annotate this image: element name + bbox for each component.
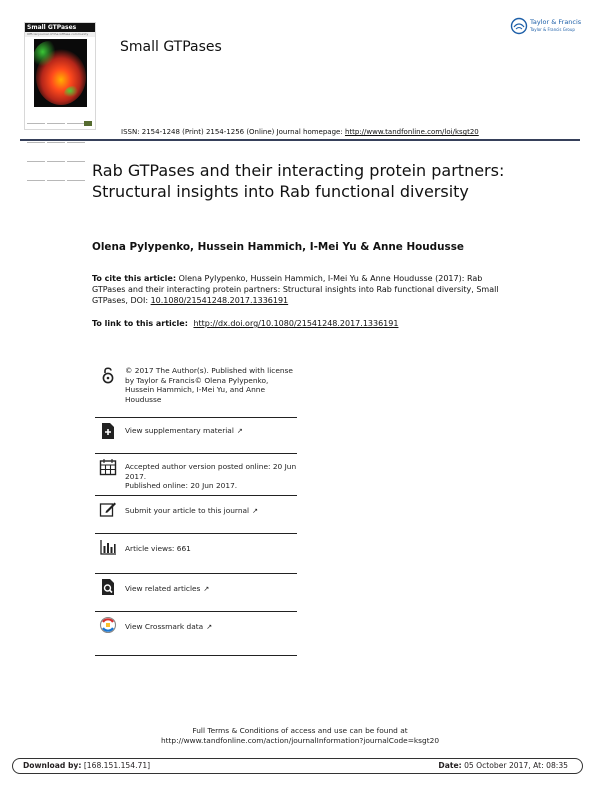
publisher-logo-icon [510, 17, 528, 35]
external-link-icon: ↗ [206, 623, 213, 631]
publisher-logo-sub: Taylor & Francis Group [530, 27, 575, 32]
crossmark-label: View Crossmark data [125, 622, 204, 631]
document-search-icon [99, 578, 117, 596]
open-lock-icon [99, 366, 117, 384]
open-access-notice [95, 362, 297, 418]
publication-dates [95, 454, 297, 496]
article-views [95, 534, 297, 574]
submit-article-link[interactable] [95, 496, 297, 534]
edit-pencil-icon [99, 500, 117, 518]
published-date-text: Published online: 20 Jun 2017. [125, 481, 238, 491]
header-rule [20, 139, 580, 141]
supplementary-material-link[interactable] [95, 418, 297, 454]
citation-label: To cite this article: [92, 274, 177, 283]
article-authors: Olena Pylypenko, Hussein Hammich, I-Mei Yu & Anne Houdusse [92, 241, 464, 253]
citation-doi-link[interactable]: 10.1080/21541248.2017.1336191 [150, 295, 289, 305]
article-views-text: Article views: 661 [125, 544, 191, 553]
date-value: 05 October 2017, At: 08:35 [464, 761, 568, 770]
terms-url-link[interactable]: http://www.tandfonline.com/action/journalInformation?journalCode=ksgt20 [160, 736, 440, 745]
publisher-logo-name: Taylor & Francis [530, 18, 582, 26]
accepted-date-text: Accepted author version posted online: 20 Jun 2017. [125, 462, 297, 481]
crossmark-link[interactable] [95, 612, 297, 656]
download-info-bar [12, 758, 583, 774]
citation-block [92, 274, 512, 306]
cover-masthead: Small GTPases [25, 23, 95, 32]
terms-notice [0, 726, 600, 746]
external-link-icon: ↗ [203, 585, 210, 593]
downloaded-by-label: Download by: [23, 761, 82, 770]
article-doi-url-link[interactable]: http://dx.doi.org/10.1080/21541248.2017.1336191 [193, 319, 399, 328]
submit-label: Submit your article to this journal [125, 506, 250, 515]
terms-line-1: Full Terms & Conditions of access and use can be found at [192, 726, 408, 735]
cover-contents-lines [27, 109, 93, 129]
bar-chart-icon [99, 538, 117, 556]
calendar-icon [99, 458, 117, 476]
crossmark-icon [99, 616, 117, 634]
external-link-icon: ↗ [252, 507, 258, 515]
publisher-logo[interactable] [510, 17, 588, 37]
issn-text: ISSN: 2154-1248 (Print) 2154-1256 (Online) Journal homepage: [121, 128, 343, 136]
article-title: Rab GTPases and their interacting protein partners: Structural insights into Rab functional diversity [92, 161, 505, 201]
related-articles-link[interactable] [95, 574, 297, 612]
issn-line [121, 128, 479, 136]
journal-cover[interactable] [24, 22, 96, 130]
document-plus-icon [99, 422, 117, 440]
article-link-line [92, 319, 398, 328]
journal-homepage-link[interactable]: http://www.tandfonline.com/loi/ksgt20 [344, 128, 479, 136]
supplementary-label: View supplementary material [125, 426, 234, 435]
date-label: Date: [438, 761, 462, 770]
citation-text: Olena Pylypenko, Hussein Hammich, I-Mei Yu & Anne Houdusse (2017): Rab GTPases and their interacting protein partners: Structural insights into Rab functional diversity, Small GTPases, DOI: [92, 274, 499, 305]
downloaded-by-ip: [168.151.154.71] [83, 761, 151, 770]
cover-cell-image [34, 39, 87, 107]
external-link-icon: ↗ [236, 427, 243, 435]
cover-publisher-mark [84, 121, 92, 126]
open-access-text: © 2017 The Author(s). Published with license by Taylor & Francis© Olena Pylypenko, Hussein Hammich, I-Mei Yu, and Anne Houdusse [125, 366, 293, 404]
article-link-label: To link to this article: [92, 319, 188, 328]
related-label: View related articles [125, 584, 201, 593]
cover-strip: Official journal of the GTPase community [25, 32, 95, 37]
journal-title[interactable]: Small GTPases [120, 39, 222, 55]
